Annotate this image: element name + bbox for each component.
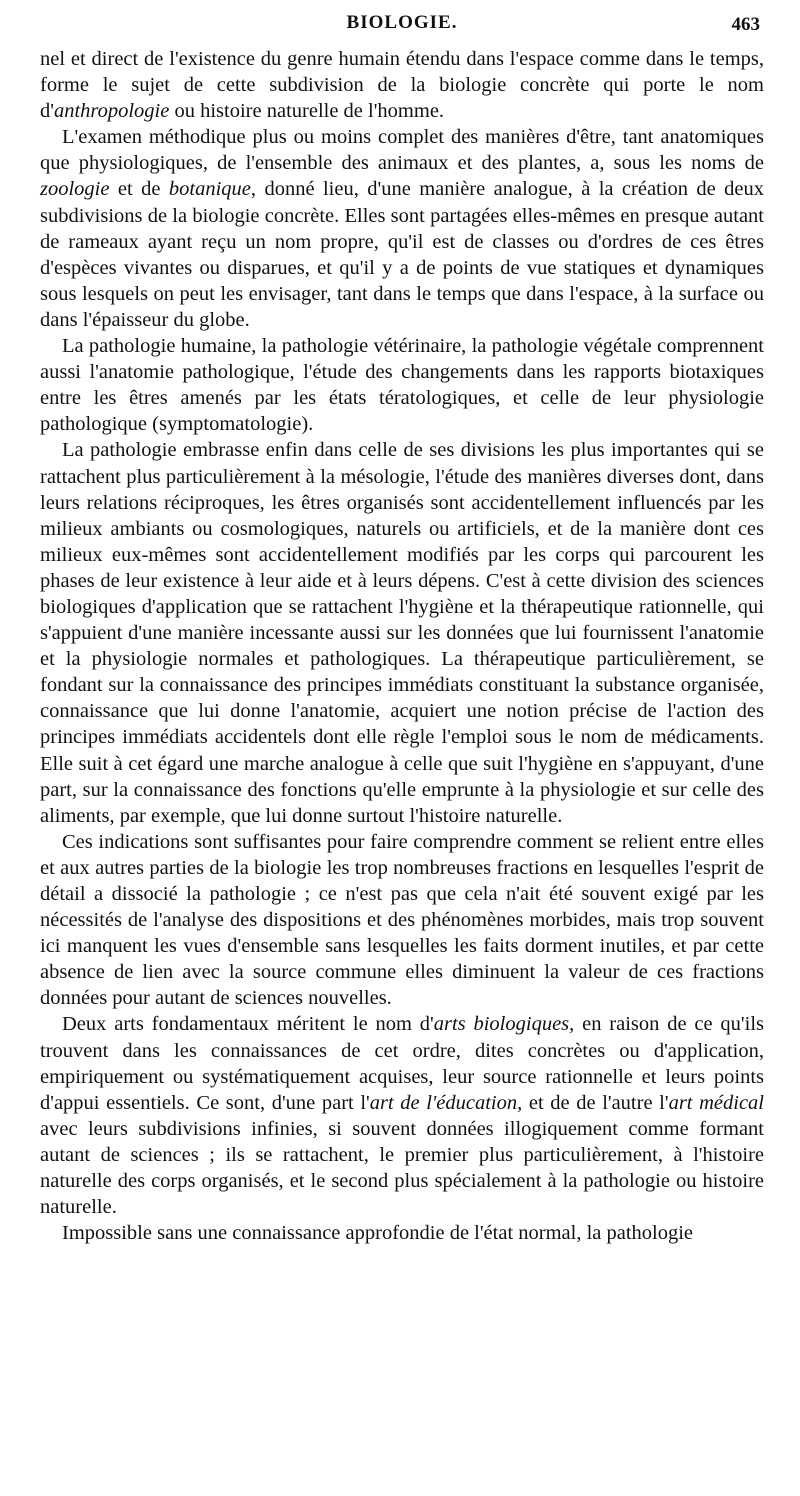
paragraph <box>40 437 764 828</box>
text-run: La pathologie embrasse enfin dans celle de ses divisions les plus importantes qui se rattachent plus particulièrement à la mésologie, l'étude des manières diverses dont, dans leurs relations réciproques, les êtres organisés sont accidentellement influencés par les milieux ambiants ou cosmologiques, naturels ou artificiels, et de la manière dont ces milieux eux-mêmes sont accidentellement modifiés par les corps qui parcourent les phases de leur existence à leur aide et à leurs dépens. C'est à cette division des sciences biologiques d'application que se rattachent l'hygiène et la thérapeutique rationnelle, qui s'appuient d'une manière incessante aussi sur les données que lui fournissent l'anatomie et la physiologie normales et pathologiques. La thérapeutique particulièrement, se fondant sur la connaissance des principes immédiats constituant la substance organisée, connaissance que lui donne l'anatomie, acquiert une notion précise de l'action des principes immédiats accidentels dont elle règle l'emploi sous le nom de médicaments. Elle suit à cet égard une marche analogue à celle que suit l'hygiène en s'appuyant, d'une part, sur la connaissance des fonctions qu'elle emprunte à la physiologie et sur celle des aliments, par exemple, que lui donne surtout l'histoire naturelle. <box>40 439 764 827</box>
text-run: Ces indications sont suffisantes pour faire comprendre comment se relient entre elles et aux autres parties de la biologie les trop nombreuses fractions en lesquelles l'esprit de détail a dissocié la pathologie ; ce n'est pas que cela n'ait été souvent exigé par les nécessités de l'analyse des dispositions et des phénomènes morbides, mais trop souvent ici manquent les vues d'ensemble sans lesquelles les faits dorment inutiles, et par cette absence de lien avec la source commune elles diminuent la valeur de ces fractions données pour autant de sciences nouvelles. <box>40 830 764 1010</box>
page-number: 463 <box>731 14 760 35</box>
paragraph <box>40 829 764 1012</box>
text-run: nel et direct de l'existence du genre humain étendu dans l'espace comme dans le temps, forme le sujet de cette subdivision de la biologie concrète qui porte le nom d' <box>40 48 764 123</box>
paragraph <box>40 333 764 437</box>
text-run: avec leurs subdivisions infinies, si souvent données illogiquement comme formant autant de sciences ; ils se rattachent, le premier plus particulièrement, à l'histoire naturelle des corps organisés, et le second plus spécialement à la pathologie ou histoire naturelle. <box>40 1117 764 1219</box>
text-run: Deux arts fondamentaux méritent le nom d' <box>62 1013 434 1036</box>
text-run: L'examen méthodique plus ou moins complet des manières d'être, tant anatomiques que physiologiques, de l'ensemble des animaux et des plantes, a, sous les noms de <box>40 126 764 175</box>
paragraph <box>40 1220 764 1246</box>
text-run: , et de de l'autre l' <box>517 1091 669 1114</box>
text-run: , donné lieu, d'une manière analogue, à la création de deux subdivisions de la biologie concrète. Elles sont partagées elles-mêmes en presque autant de rameaux ayant reçu un nom propre, qu'il est de classes ou d'ordres de ces êtres d'espèces vivantes ou disparues, et qu'il y a de points de vue statiques et dynamiques sous lesquels on peut les envisager, tant dans le temps que dans l'espace, à la surface ou dans l'épaisseur du globe. <box>40 178 764 331</box>
italic-term: botanique <box>168 178 251 201</box>
body-text <box>40 46 764 1246</box>
italic-term: arts biologiques <box>433 1013 570 1036</box>
paragraph <box>40 124 764 333</box>
text-run: Impossible sans une connaissance approfondie de l'état normal, la pathologie <box>62 1222 694 1245</box>
italic-term: art de l'éducation <box>369 1091 518 1114</box>
running-head <box>40 6 764 46</box>
italic-term: anthropologie <box>53 100 170 123</box>
italic-term: art médical <box>668 1091 764 1114</box>
running-title: BIOLOGIE. <box>346 12 458 33</box>
paragraph <box>40 1011 764 1220</box>
text-run: La pathologie humaine, la pathologie vétérinaire, la pathologie végétale comprennent aussi l'anatomie pathologique, l'étude des changements dans les rapports biotaxiques entre les êtres amenés par les états tératologiques, et celle de leur physiologie pathologique (symptomatologie). <box>40 335 764 436</box>
text-run: , en raison de ce qu'ils trouvent dans les connaissances de cet ordre, dites concrètes ou d'application, empiriquement ou systématiquement acquises, leur source rationnelle et leurs points d'appui essentiels. Ce sont, d'une part l' <box>40 1013 764 1114</box>
paragraph <box>40 46 764 124</box>
text-run: et de <box>109 178 169 201</box>
text-run: ou histoire naturelle de l'homme. <box>169 100 445 123</box>
italic-term: zoologie <box>40 178 110 201</box>
